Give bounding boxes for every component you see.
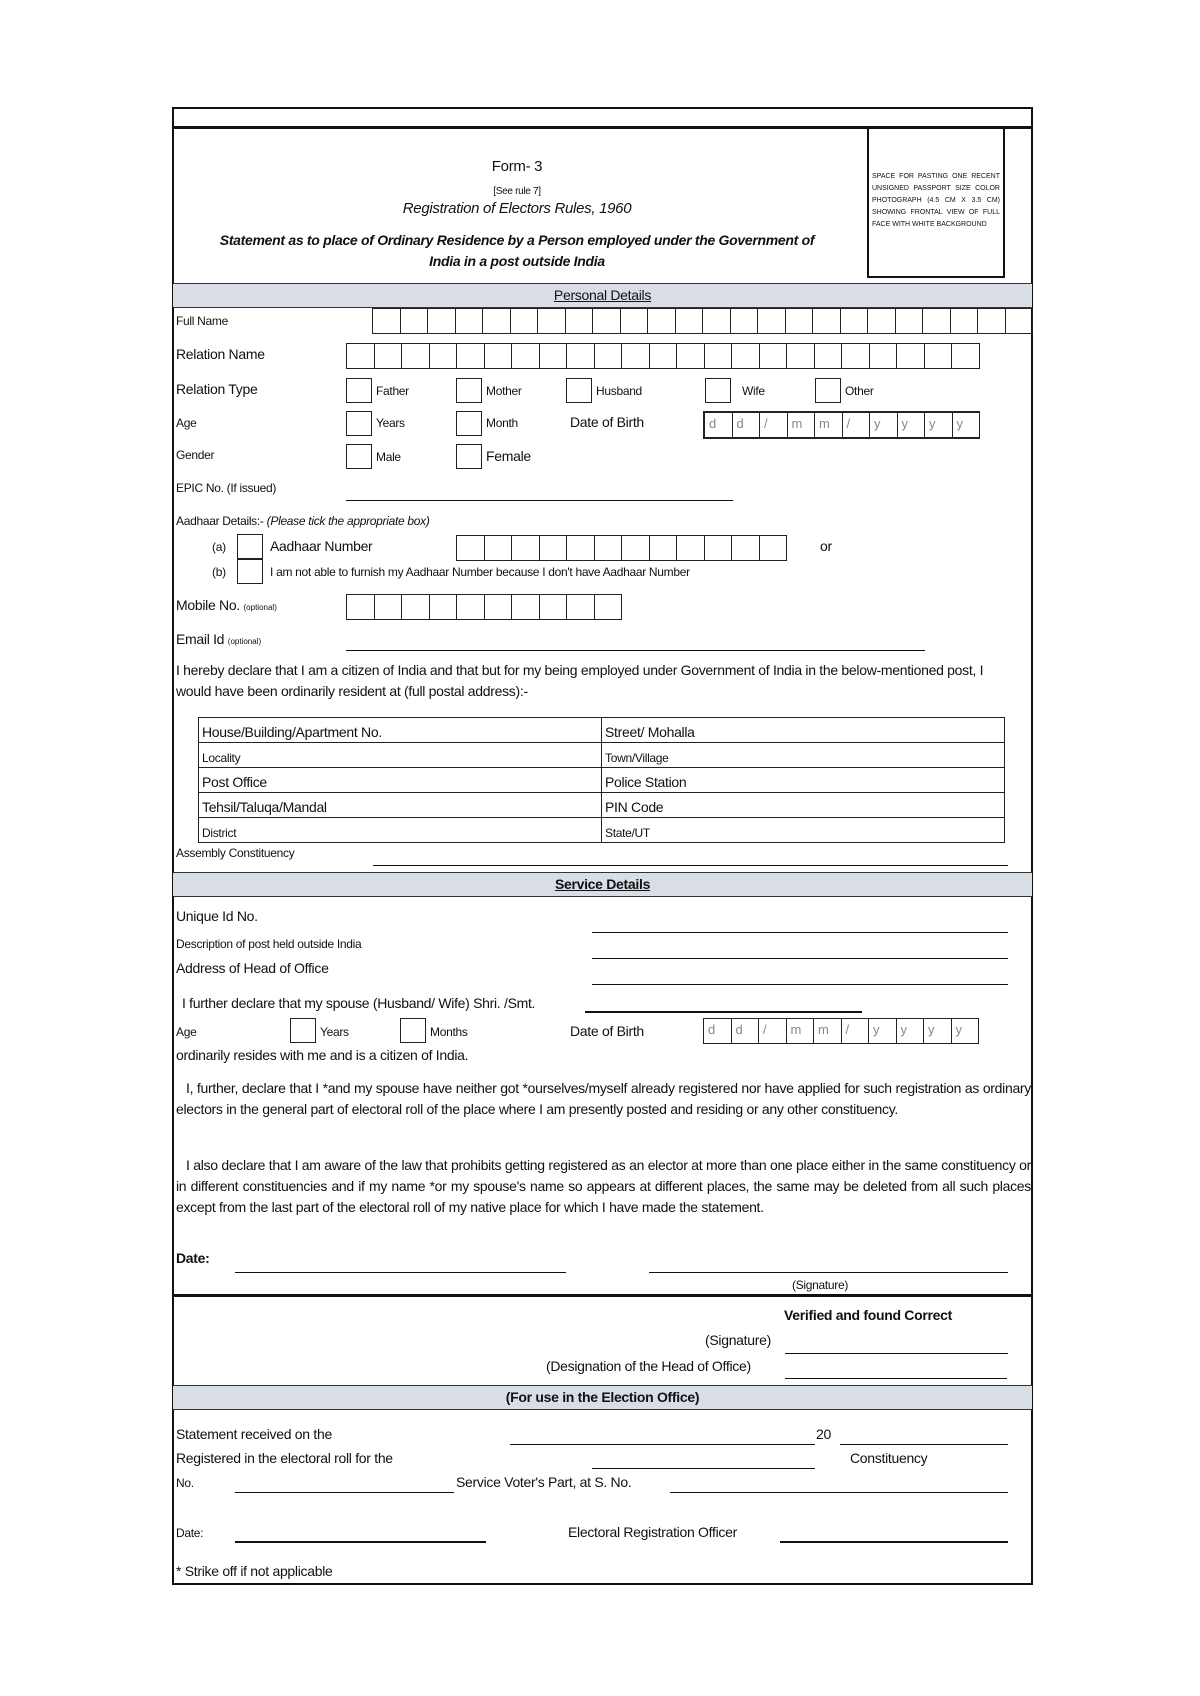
char-box[interactable] — [978, 309, 1006, 333]
dob-char-box[interactable]: / — [760, 413, 788, 437]
option-label: Wife — [742, 384, 765, 398]
verify-signature-label: (Signature) — [705, 1332, 771, 1348]
constituency-label: Constituency — [850, 1450, 928, 1466]
char-box[interactable] — [457, 344, 485, 368]
char-box[interactable] — [760, 536, 788, 560]
dob-char-box[interactable]: / — [843, 413, 871, 437]
resides-text: ordinarily resides with me and is a citizen of India. — [176, 1047, 469, 1063]
char-box[interactable] — [677, 536, 705, 560]
char-box[interactable] — [567, 595, 595, 619]
address-cell[interactable]: Post Office — [199, 768, 602, 793]
address-table — [198, 717, 1005, 843]
email-text: Email Id — [176, 631, 225, 647]
char-box[interactable] — [485, 536, 513, 560]
char-box[interactable] — [540, 344, 568, 368]
assembly-input[interactable] — [373, 865, 1008, 866]
year-prefix: 20 — [816, 1426, 831, 1442]
address-cell[interactable]: State/UT — [602, 818, 1005, 843]
footnote: * Strike off if not applicable — [176, 1563, 333, 1579]
service-part-label: Service Voter's Part, at S. No. — [456, 1474, 632, 1490]
char-box[interactable] — [347, 344, 375, 368]
unique-id-input[interactable] — [592, 932, 1008, 933]
char-box[interactable] — [373, 309, 401, 333]
section-personal-details — [173, 283, 1032, 308]
char-box[interactable] — [567, 344, 595, 368]
char-box[interactable] — [786, 309, 814, 333]
spouse-age-years-box[interactable] — [290, 1018, 316, 1043]
age-month-box[interactable] — [456, 411, 482, 436]
verified-title: Verified and found Correct — [784, 1307, 953, 1323]
char-box[interactable] — [483, 309, 511, 333]
designation-input[interactable] — [785, 1378, 1007, 1379]
option-label: Mother — [486, 384, 522, 398]
declaration-paragraph-2: I also declare that I am aware of the law that prohibits getting registered as an elector at more than one place either in the same constituency or in different constituencies and if my name *or my spouse's name so appears at different places, the same may be deleted from all such places except from the last part of the electoral roll of my native place for which I have made the statement. — [176, 1157, 1031, 1215]
char-box[interactable] — [347, 595, 375, 619]
char-box[interactable] — [512, 536, 540, 560]
verify-signature-input[interactable] — [785, 1353, 1008, 1354]
char-box[interactable] — [650, 344, 678, 368]
relation-name-input[interactable] — [346, 343, 980, 369]
ero-signature-input[interactable] — [780, 1541, 1008, 1543]
post-description-label: Description of post held outside India — [176, 937, 362, 951]
dob-char-box[interactable]: y — [925, 413, 953, 437]
relation-name-label: Relation Name — [176, 346, 265, 362]
statement-line-1: Statement as to place of Ordinary Residence by a Person employed under the Government of — [219, 232, 815, 248]
dob-char-box[interactable]: m — [788, 413, 816, 437]
address-cell[interactable]: District — [199, 818, 602, 843]
char-box[interactable] — [593, 309, 621, 333]
char-box[interactable] — [952, 344, 980, 368]
spouse-dob-label: Date of Birth — [570, 1023, 644, 1039]
epic-label: EPIC No. (If issued) — [176, 481, 277, 495]
age-label: Age — [176, 416, 197, 430]
ero-label: Electoral Registration Officer — [568, 1524, 737, 1540]
dob-char-box[interactable]: d — [704, 1019, 732, 1043]
constituency-input[interactable] — [592, 1468, 815, 1469]
assembly-label: Assembly Constituency — [176, 846, 295, 860]
dob-char-box[interactable]: y — [870, 413, 898, 437]
post-description-input[interactable] — [592, 958, 1008, 959]
years-label: Years — [376, 416, 405, 430]
dob-input[interactable] — [703, 411, 980, 439]
aadhaar-heading — [176, 514, 430, 528]
month-label: Month — [486, 416, 518, 430]
char-box[interactable] — [731, 309, 759, 333]
spouse-dob-input[interactable] — [703, 1018, 979, 1044]
option-label: Husband — [596, 384, 642, 398]
char-box[interactable] — [485, 595, 513, 619]
years-label: Years — [320, 1025, 349, 1039]
address-cell[interactable]: Tehsil/Taluqa/Mandal — [199, 793, 602, 818]
received-date-input[interactable] — [510, 1444, 815, 1445]
dob-char-box[interactable]: y — [953, 413, 981, 437]
photo-box[interactable]: SPACE FOR PASTING ONE RECENT UNSIGNED PASSPORT SIZE COLOR PHOTOGRAPH (4.5 CM X 3.5 CM) SHOWING FRONTAL VIEW OF FULL FACE WITH WHITE BACKGROUND — [867, 127, 1005, 278]
checkbox-aadhaar-number[interactable] — [237, 534, 263, 559]
char-box[interactable] — [758, 309, 786, 333]
char-box[interactable] — [375, 595, 403, 619]
char-box[interactable] — [401, 309, 429, 333]
char-box[interactable] — [485, 344, 513, 368]
age-years-box[interactable] — [346, 411, 372, 436]
divider — [172, 1294, 1033, 1297]
checkbox-father[interactable] — [346, 378, 372, 403]
char-box[interactable] — [870, 344, 898, 368]
email-input[interactable] — [346, 650, 925, 651]
dob-char-box[interactable]: m — [815, 413, 843, 437]
dob-char-box[interactable]: y — [869, 1019, 897, 1043]
char-box[interactable] — [456, 309, 484, 333]
char-box[interactable] — [538, 309, 566, 333]
option-label: Male — [376, 450, 401, 464]
months-label: Months — [430, 1025, 468, 1039]
char-box[interactable] — [428, 309, 456, 333]
char-box[interactable] — [925, 344, 953, 368]
dob-char-box[interactable]: d — [733, 413, 761, 437]
address-row — [199, 743, 1005, 768]
char-box[interactable] — [621, 309, 649, 333]
dob-char-box[interactable]: / — [759, 1019, 787, 1043]
received-label: Statement received on the — [176, 1426, 332, 1442]
section-heading: (For use in the Election Office) — [505, 1389, 700, 1405]
date-label: Date: — [176, 1250, 210, 1266]
relation-type-label: Relation Type — [176, 381, 258, 397]
checkbox-no-aadhaar[interactable] — [237, 559, 263, 584]
checkbox-female[interactable] — [456, 444, 482, 469]
option-label: Father — [376, 384, 409, 398]
char-box[interactable] — [375, 344, 403, 368]
declaration-paragraph-1: I, further, declare that I *and my spouse have neither got *ourselves/myself already registered nor have applied for such registration as ordinary electors in the general part of electoral roll of the place where I am presently posted and residing or any other constituency. — [176, 1080, 1031, 1117]
char-box[interactable] — [622, 344, 650, 368]
designation-label: (Designation of the Head of Office) — [546, 1358, 751, 1374]
char-box[interactable] — [430, 344, 458, 368]
aadhaar-hint: (Please tick the appropriate box) — [266, 514, 430, 528]
mobile-label — [176, 597, 277, 613]
statement-line-2: India in a post outside India — [429, 253, 605, 269]
char-box[interactable] — [813, 309, 841, 333]
char-box[interactable] — [787, 344, 815, 368]
or-label: or — [820, 538, 832, 554]
mobile-text: Mobile No. — [176, 597, 240, 613]
char-box[interactable] — [457, 536, 485, 560]
checkbox-wife[interactable] — [705, 378, 731, 403]
dob-char-box[interactable]: y — [952, 1019, 980, 1043]
option-a-label: (a) — [212, 540, 226, 554]
char-box[interactable] — [540, 595, 568, 619]
char-box[interactable] — [540, 536, 568, 560]
date-input[interactable] — [235, 1272, 566, 1273]
email-label — [176, 631, 261, 647]
no-aadhaar-label: I am not able to furnish my Aadhaar Number because I don't have Aadhaar Number — [270, 565, 690, 579]
char-box[interactable] — [896, 309, 924, 333]
section-heading: Personal Details — [553, 287, 652, 303]
char-box[interactable] — [842, 344, 870, 368]
section-heading: Service Details — [554, 876, 651, 892]
spouse-age-months-box[interactable] — [400, 1018, 426, 1043]
address-cell[interactable]: Street/ Mohalla — [602, 718, 1005, 743]
residence-declaration: I hereby declare that I am a citizen of India and that but for my being employed under Government of India in the below-mentioned post, I would have been ordinarily resident at (full postal address):- — [176, 662, 984, 699]
head-address-input[interactable] — [592, 984, 1008, 985]
address-row — [199, 718, 1005, 743]
dob-char-box[interactable]: y — [924, 1019, 952, 1043]
char-box[interactable] — [732, 344, 760, 368]
char-box[interactable] — [511, 309, 539, 333]
option-label: Other — [845, 384, 874, 398]
optional-text: (optional) — [227, 637, 262, 646]
dob-char-box[interactable]: y — [898, 413, 926, 437]
checkbox-husband[interactable] — [566, 378, 592, 403]
address-cell[interactable]: Police Station — [602, 768, 1005, 793]
unique-id-label: Unique Id No. — [176, 908, 258, 924]
dob-char-box[interactable]: m — [787, 1019, 815, 1043]
office-date-label: Date: — [176, 1526, 204, 1540]
char-box[interactable] — [566, 309, 594, 333]
char-box[interactable] — [567, 536, 595, 560]
char-box[interactable] — [402, 344, 430, 368]
checkbox-mother[interactable] — [456, 378, 482, 403]
optional-text: (optional) — [243, 603, 277, 612]
char-box[interactable] — [841, 309, 869, 333]
office-date-input[interactable] — [235, 1541, 486, 1543]
aadhaar-number-label: Aadhaar Number — [270, 538, 373, 554]
signature-input[interactable] — [649, 1272, 1008, 1273]
dob-char-box[interactable]: y — [897, 1019, 925, 1043]
address-row — [199, 793, 1005, 818]
char-box[interactable] — [648, 309, 676, 333]
aadhaar-heading-text: Aadhaar Details:- — [176, 514, 264, 528]
spouse-name-input[interactable] — [585, 1011, 862, 1013]
char-box[interactable] — [951, 309, 979, 333]
dob-char-box[interactable]: m — [814, 1019, 842, 1043]
dob-label: Date of Birth — [570, 414, 644, 430]
char-box[interactable] — [897, 344, 925, 368]
section-election-office — [173, 1385, 1032, 1410]
address-row — [199, 768, 1005, 793]
char-box[interactable] — [595, 536, 623, 560]
checkbox-male[interactable] — [346, 444, 372, 469]
full-name-label: Full Name — [176, 314, 228, 328]
serial-no-input[interactable] — [670, 1492, 1008, 1493]
char-box[interactable] — [677, 344, 705, 368]
char-box[interactable] — [703, 309, 731, 333]
option-b-label: (b) — [212, 565, 226, 579]
mobile-input[interactable] — [346, 594, 622, 620]
section-service-details — [173, 872, 1032, 897]
no-input[interactable] — [235, 1492, 454, 1493]
char-box[interactable] — [815, 344, 843, 368]
aadhaar-number-input[interactable] — [456, 535, 787, 561]
char-box[interactable] — [650, 536, 678, 560]
char-box[interactable] — [705, 536, 733, 560]
dob-char-box[interactable]: d — [732, 1019, 760, 1043]
spouse-label: I further declare that my spouse (Husband/ Wife) Shri. /Smt. — [182, 995, 536, 1011]
option-label: Female — [486, 448, 531, 464]
rules-title: Registration of Electors Rules, 1960 — [402, 200, 632, 217]
char-box[interactable] — [512, 344, 540, 368]
char-box[interactable] — [402, 595, 430, 619]
char-box[interactable] — [457, 595, 485, 619]
spouse-age-label: Age — [176, 1025, 197, 1039]
char-box[interactable] — [705, 344, 733, 368]
form-number: Form- 3 — [491, 158, 543, 175]
address-cell[interactable]: PIN Code — [602, 793, 1005, 818]
full-name-input[interactable] — [372, 308, 1033, 334]
address-cell[interactable]: House/Building/Apartment No. — [199, 718, 602, 743]
dob-char-box[interactable]: d — [705, 413, 733, 437]
registered-label: Registered in the electoral roll for the — [176, 1450, 393, 1466]
char-box[interactable] — [923, 309, 951, 333]
signature-label: (Signature) — [792, 1278, 849, 1292]
char-box[interactable] — [512, 595, 540, 619]
char-box[interactable] — [760, 344, 788, 368]
address-cell[interactable]: Locality — [199, 743, 602, 768]
gender-label: Gender — [176, 448, 215, 462]
received-year-input[interactable] — [840, 1444, 1008, 1445]
char-box[interactable] — [1006, 309, 1034, 333]
char-box[interactable] — [430, 595, 458, 619]
address-cell[interactable]: Town/Village — [602, 743, 1005, 768]
no-label: No. — [176, 1476, 194, 1490]
rule-reference: [See rule 7] — [493, 186, 541, 197]
char-box[interactable] — [595, 595, 623, 619]
char-box[interactable] — [622, 536, 650, 560]
epic-input[interactable] — [346, 500, 733, 501]
char-box[interactable] — [595, 344, 623, 368]
dob-char-box[interactable]: / — [842, 1019, 870, 1043]
char-box[interactable] — [732, 536, 760, 560]
head-address-label: Address of Head of Office — [176, 960, 329, 976]
address-row — [199, 818, 1005, 843]
checkbox-other[interactable] — [815, 378, 841, 403]
char-box[interactable] — [868, 309, 896, 333]
char-box[interactable] — [676, 309, 704, 333]
